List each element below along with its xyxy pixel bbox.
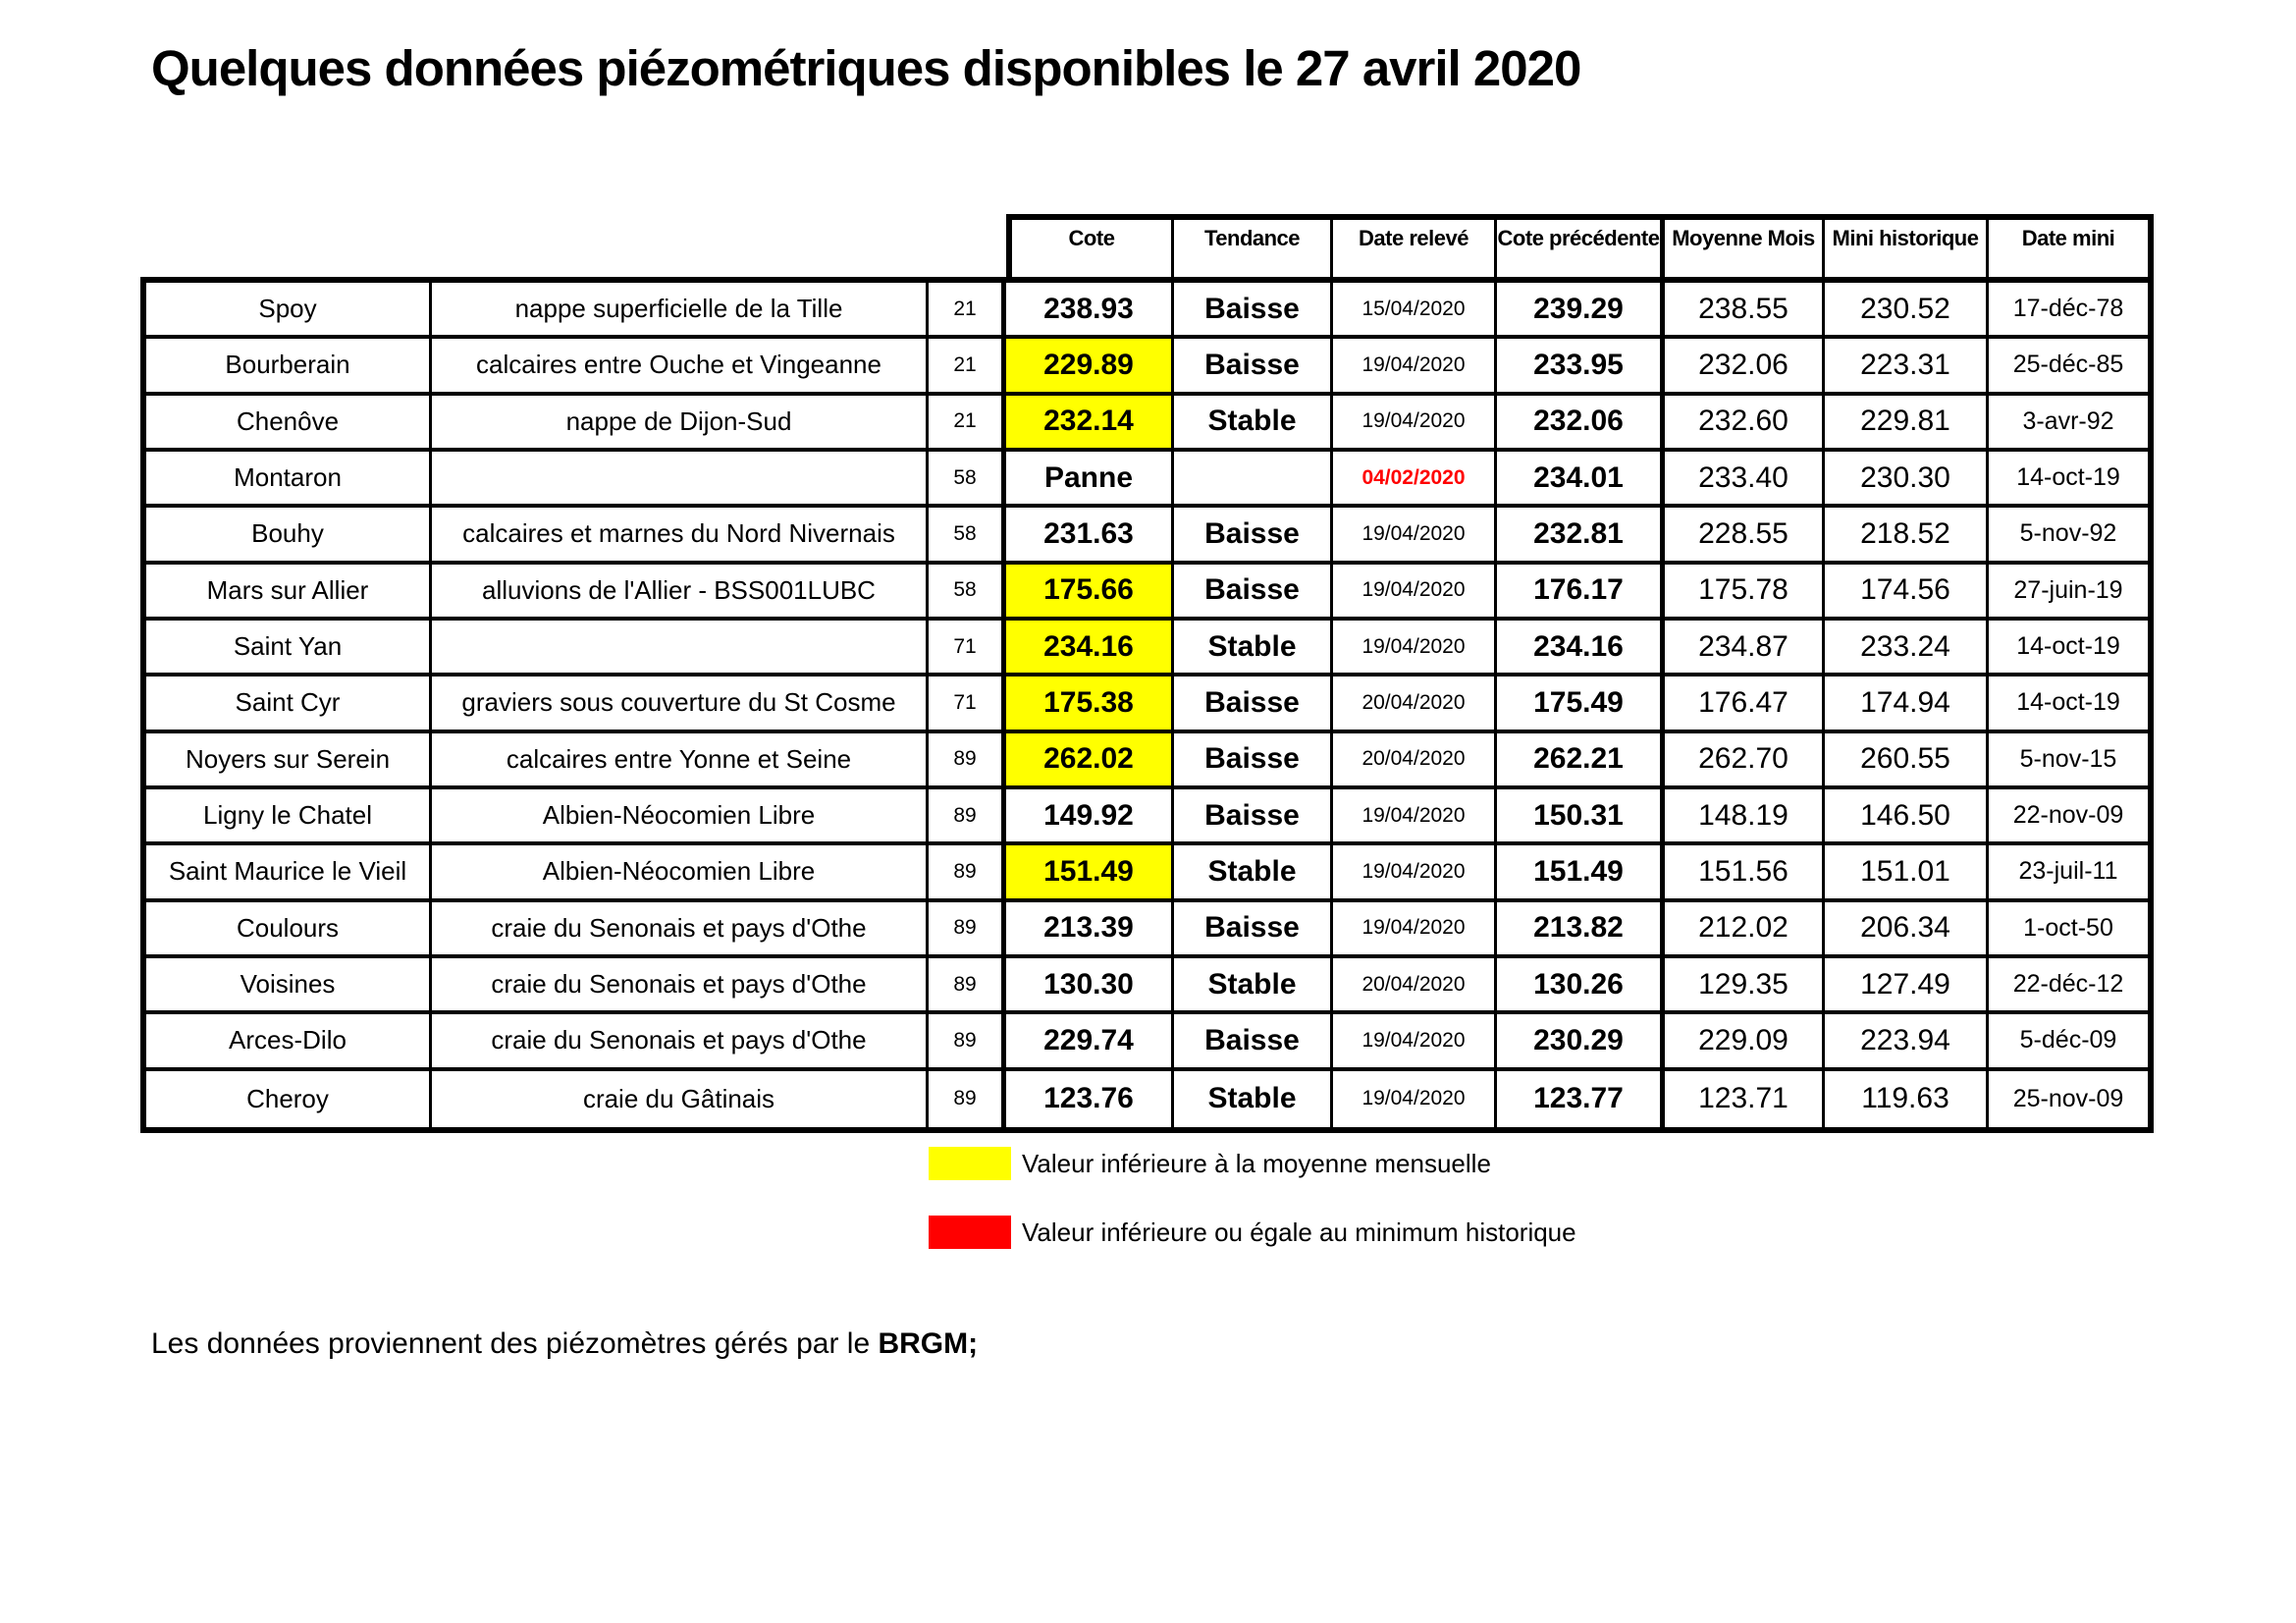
- cell-tendance: Baisse: [1174, 283, 1333, 339]
- cell-dept: 58: [929, 508, 1006, 564]
- cell-tendance: Baisse: [1174, 508, 1333, 564]
- cell-date-releve: 20/04/2020: [1333, 733, 1497, 789]
- cell-cote: 151.49: [1006, 845, 1174, 901]
- cell-date-mini: 25-nov-09: [2012, 1084, 2124, 1112]
- page-title: Quelques données piézométriques disponibles le 27 avril 2020: [151, 40, 1581, 96]
- cell-aquifer: alluvions de l'Allier - BSS001LUBC: [432, 565, 929, 621]
- cell-date-releve: 19/04/2020: [1333, 565, 1497, 621]
- cell-date-releve: 19/04/2020: [1333, 789, 1497, 845]
- cell-aquifer: craie du Senonais et pays d'Othe: [432, 1014, 929, 1070]
- cell-tendance: Stable: [1174, 1071, 1333, 1127]
- header-cell-cote-precedente: Cote précédente: [1497, 220, 1665, 277]
- cell-tendance: Baisse: [1174, 789, 1333, 845]
- cell-station: Arces-Dilo: [146, 1014, 432, 1070]
- yellow-swatch-icon: [929, 1147, 1011, 1180]
- cell-cote-precedente: 176.17: [1497, 565, 1665, 621]
- cell-dept: 89: [929, 1071, 1006, 1127]
- table-header-row: [1006, 214, 2154, 277]
- cell-moyenne-mois: 229.09: [1665, 1014, 1825, 1070]
- cell-mini-historique: 174.56: [1825, 565, 1989, 621]
- cell-station: Ligny le Chatel: [146, 789, 432, 845]
- cell-tendance: Baisse: [1174, 565, 1333, 621]
- cell-dept: 89: [929, 902, 1006, 958]
- cell-cote-precedente: 230.29: [1497, 1014, 1665, 1070]
- cell-date-releve: 15/04/2020: [1333, 283, 1497, 339]
- cell-moyenne-mois: 129.35: [1665, 958, 1825, 1014]
- cell-date-releve: 19/04/2020: [1333, 1014, 1497, 1070]
- header-cell-tendance: Tendance: [1174, 220, 1333, 277]
- cell-date-releve: 19/04/2020: [1333, 339, 1497, 395]
- cell-mini-historique: 127.49: [1825, 958, 1989, 1014]
- cell-date-mini: 27-juin-19: [1989, 565, 2148, 621]
- cell-moyenne-mois: 151.56: [1665, 845, 1825, 901]
- cell-cote-precedente: 234.01: [1497, 452, 1665, 508]
- cell-tendance: Baisse: [1174, 733, 1333, 789]
- cell-cote-precedente: 232.81: [1497, 508, 1665, 564]
- cell-cote-precedente: 234.16: [1497, 621, 1665, 676]
- source-note-text: Les données proviennent des piézomètres gérés par le: [151, 1327, 879, 1360]
- cell-cote-precedente: 151.49: [1497, 845, 1665, 901]
- header-cell-date-releve: Date relevé: [1333, 220, 1497, 277]
- cell-date-releve: 19/04/2020: [1333, 621, 1497, 676]
- cell-cote: 229.74: [1006, 1014, 1174, 1070]
- cell-dept: 71: [929, 621, 1006, 676]
- cell-tendance: Stable: [1174, 396, 1333, 452]
- cell-cote: 238.93: [1006, 283, 1174, 339]
- cell-mini-historique: 223.31: [1825, 339, 1989, 395]
- cell-dept: 89: [929, 789, 1006, 845]
- cell-tendance: [1174, 452, 1333, 508]
- cell-date-mini: 14-oct-19: [1989, 452, 2148, 508]
- cell-tendance: Stable: [1174, 845, 1333, 901]
- cell-date-mini: 14-oct-19: [1989, 621, 2148, 676]
- cell-mini-historique: 260.55: [1825, 733, 1989, 789]
- cell-cote: 234.16: [1006, 621, 1174, 676]
- cell-dept: 21: [929, 396, 1006, 452]
- header-cell-mini-historique: Mini historique: [1825, 220, 1989, 277]
- cell-dept: 21: [929, 283, 1006, 339]
- cell-station: Saint Yan: [146, 621, 432, 676]
- cell-tendance: Stable: [1174, 621, 1333, 676]
- source-note-brgm: BRGM;: [878, 1327, 979, 1360]
- cell-moyenne-mois: 176.47: [1665, 676, 1825, 732]
- cell-station: Saint Maurice le Vieil: [146, 845, 432, 901]
- cell-date-mini: 1-oct-50: [1989, 902, 2148, 958]
- cell-mini-historique: 206.34: [1825, 902, 1989, 958]
- cell-cote: 149.92: [1006, 789, 1174, 845]
- cell-aquifer: craie du Senonais et pays d'Othe: [432, 902, 929, 958]
- cell-cote: 229.89: [1006, 339, 1174, 395]
- cell-mini-historique: 223.94: [1825, 1014, 1989, 1070]
- cell-station: Mars sur Allier: [146, 565, 432, 621]
- cell-date-releve: 19/04/2020: [1333, 845, 1497, 901]
- source-note: [151, 1327, 978, 1361]
- cell-dept: 71: [929, 676, 1006, 732]
- cell-date-releve: 19/04/2020: [1333, 508, 1497, 564]
- cell-date-releve: 20/04/2020: [1333, 676, 1497, 732]
- cell-moyenne-mois: 232.60: [1665, 396, 1825, 452]
- cell-cote-precedente: 239.29: [1497, 283, 1665, 339]
- cell-cote-precedente: 130.26: [1497, 958, 1665, 1014]
- cell-station: Cheroy: [146, 1071, 432, 1127]
- cell-aquifer: craie du Gâtinais: [432, 1071, 929, 1127]
- cell-station: Voisines: [146, 958, 432, 1014]
- cell-date-mini: 5-nov-15: [1989, 733, 2148, 789]
- header-cell-date-mini: Date mini: [2021, 226, 2115, 250]
- cell-mini-historique: 119.63: [1825, 1071, 1989, 1127]
- legend-label: Valeur inférieure ou égale au minimum historique: [1022, 1217, 1576, 1247]
- cell-date-releve: 19/04/2020: [1333, 396, 1497, 452]
- cell-mini-historique: 230.52: [1825, 283, 1989, 339]
- cell-cote-precedente: 123.77: [1497, 1071, 1665, 1127]
- cell-dept: 58: [929, 565, 1006, 621]
- cell-cote: 130.30: [1006, 958, 1174, 1014]
- cell-station: Spoy: [146, 283, 432, 339]
- cell-aquifer: Albien-Néocomien Libre: [432, 789, 929, 845]
- cell-aquifer: nappe superficielle de la Tille: [432, 283, 929, 339]
- cell-date-releve: 04/02/2020: [1333, 452, 1497, 508]
- cell-mini-historique: 233.24: [1825, 621, 1989, 676]
- cell-station: Bourberain: [146, 339, 432, 395]
- data-table-body: [140, 277, 2154, 1133]
- cell-moyenne-mois: 262.70: [1665, 733, 1825, 789]
- cell-date-mini: 22-nov-09: [1989, 789, 2148, 845]
- cell-date-releve: 20/04/2020: [1333, 958, 1497, 1014]
- cell-dept: 89: [929, 1014, 1006, 1070]
- cell-tendance: Stable: [1174, 958, 1333, 1014]
- cell-dept: 58: [929, 452, 1006, 508]
- cell-aquifer: calcaires entre Yonne et Seine: [432, 733, 929, 789]
- cell-aquifer: graviers sous couverture du St Cosme: [432, 676, 929, 732]
- cell-dept: 89: [929, 845, 1006, 901]
- cell-tendance: Baisse: [1174, 902, 1333, 958]
- cell-moyenne-mois: 148.19: [1665, 789, 1825, 845]
- cell-date-mini: 5-nov-92: [1989, 508, 2148, 564]
- cell-aquifer: [432, 452, 929, 508]
- header-cell-moyenne-mois: Moyenne Mois: [1665, 220, 1825, 277]
- cell-date-mini: 14-oct-19: [1989, 676, 2148, 732]
- cell-tendance: Baisse: [1174, 339, 1333, 395]
- legend-label: Valeur inférieure à la moyenne mensuelle: [1022, 1148, 1491, 1178]
- cell-moyenne-mois: 175.78: [1665, 565, 1825, 621]
- cell-cote-precedente: 175.49: [1497, 676, 1665, 732]
- cell-date-mini: 23-juil-11: [1989, 845, 2148, 901]
- cell-station: Coulours: [146, 902, 432, 958]
- legend: [929, 1147, 1576, 1284]
- cell-dept: 21: [929, 339, 1006, 395]
- legend-item-below-historic-minimum: [929, 1216, 1576, 1249]
- cell-date-mini: 17-déc-78: [1989, 283, 2148, 339]
- cell-cote-precedente: 262.21: [1497, 733, 1665, 789]
- cell-mini-historique: 174.94: [1825, 676, 1989, 732]
- cell-aquifer: Albien-Néocomien Libre: [432, 845, 929, 901]
- cell-moyenne-mois: 238.55: [1665, 283, 1825, 339]
- cell-aquifer: [432, 621, 929, 676]
- cell-moyenne-mois: 232.06: [1665, 339, 1825, 395]
- cell-cote: Panne: [1006, 452, 1174, 508]
- cell-moyenne-mois: 233.40: [1665, 452, 1825, 508]
- cell-date-mini: 22-déc-12: [1989, 958, 2148, 1014]
- cell-station: Montaron: [146, 452, 432, 508]
- cell-station: Chenôve: [146, 396, 432, 452]
- cell-cote: 262.02: [1006, 733, 1174, 789]
- cell-mini-historique: 146.50: [1825, 789, 1989, 845]
- cell-aquifer: calcaires entre Ouche et Vingeanne: [432, 339, 929, 395]
- cell-date-mini: 5-déc-09: [1989, 1014, 2148, 1070]
- cell-station: Noyers sur Serein: [146, 733, 432, 789]
- red-swatch-icon: [929, 1216, 1011, 1249]
- cell-moyenne-mois: 228.55: [1665, 508, 1825, 564]
- cell-cote-precedente: 213.82: [1497, 902, 1665, 958]
- cell-cote: 175.66: [1006, 565, 1174, 621]
- cell-date-mini: 25-déc-85: [1989, 339, 2148, 395]
- cell-mini-historique: 218.52: [1825, 508, 1989, 564]
- cell-cote: 231.63: [1006, 508, 1174, 564]
- cell-mini-historique: 230.30: [1825, 452, 1989, 508]
- cell-dept: 89: [929, 958, 1006, 1014]
- cell-aquifer: craie du Senonais et pays d'Othe: [432, 958, 929, 1014]
- cell-date-mini: 3-avr-92: [1989, 396, 2148, 452]
- cell-cote: 232.14: [1006, 396, 1174, 452]
- cell-moyenne-mois: 123.71: [1665, 1071, 1825, 1127]
- cell-mini-historique: 229.81: [1825, 396, 1989, 452]
- cell-station: Saint Cyr: [146, 676, 432, 732]
- cell-tendance: Baisse: [1174, 676, 1333, 732]
- cell-cote: 175.38: [1006, 676, 1174, 732]
- cell-date-releve: 19/04/2020: [1333, 1071, 1497, 1127]
- cell-cote: 123.76: [1006, 1071, 1174, 1127]
- cell-aquifer: calcaires et marnes du Nord Nivernais: [432, 508, 929, 564]
- cell-mini-historique: 151.01: [1825, 845, 1989, 901]
- cell-moyenne-mois: 212.02: [1665, 902, 1825, 958]
- cell-aquifer: nappe de Dijon-Sud: [432, 396, 929, 452]
- cell-cote: 213.39: [1006, 902, 1174, 958]
- cell-station: Bouhy: [146, 508, 432, 564]
- cell-tendance: Baisse: [1174, 1014, 1333, 1070]
- cell-cote-precedente: 232.06: [1497, 396, 1665, 452]
- cell-cote-precedente: 150.31: [1497, 789, 1665, 845]
- cell-date-releve: 19/04/2020: [1333, 902, 1497, 958]
- header-cell-cote: Cote: [1012, 220, 1174, 277]
- cell-moyenne-mois: 234.87: [1665, 621, 1825, 676]
- cell-cote-precedente: 233.95: [1497, 339, 1665, 395]
- legend-item-below-monthly-average: [929, 1147, 1576, 1180]
- cell-dept: 89: [929, 733, 1006, 789]
